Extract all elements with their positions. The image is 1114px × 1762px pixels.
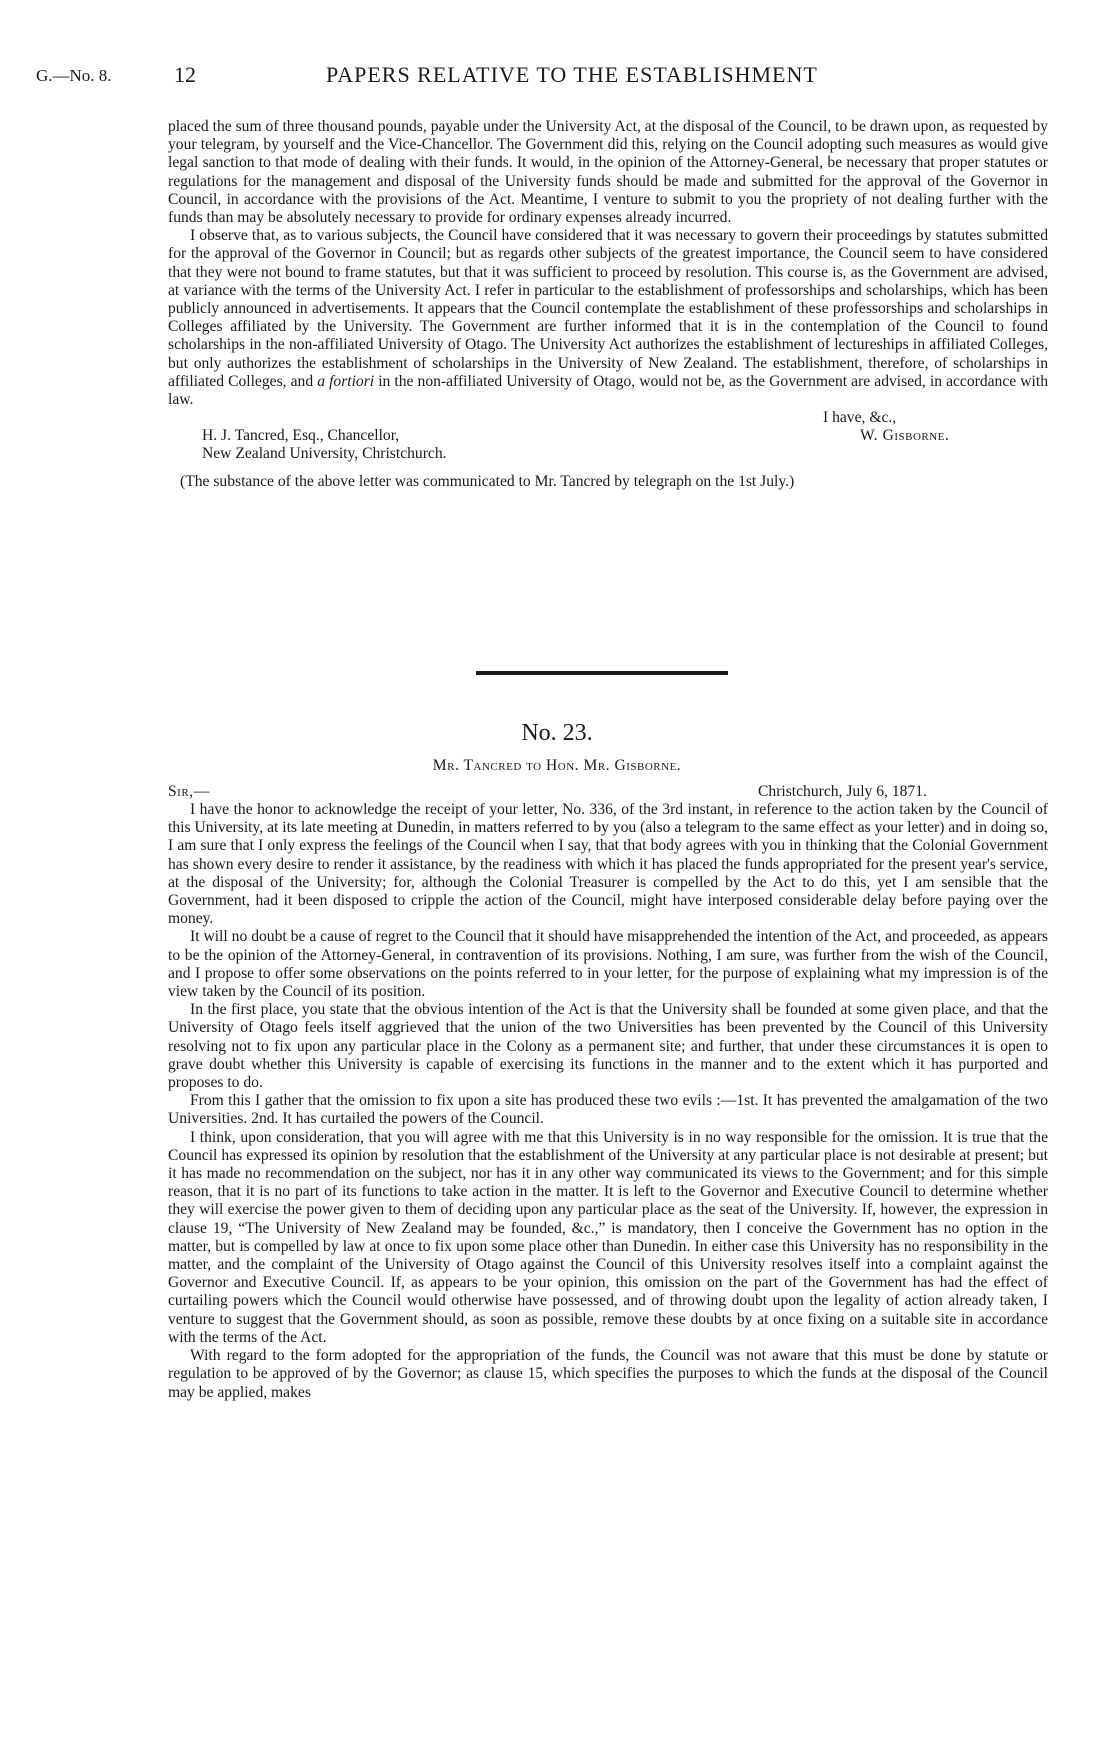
signature: W. Gisborne. <box>860 427 950 445</box>
dateline: Christchurch, July 6, 1871. <box>758 783 927 800</box>
address-row <box>168 445 1048 463</box>
signature-row <box>168 427 1048 445</box>
paragraph: It will no doubt be a cause of regret to the Council that it should have misapprehended the intention of the Act, and proceeded, as appears to be the opinion of the Attorney-General, in contravention of its provisions. Nothing, I am sure, was further from the wish of the Council, and I propose to offer some observations on the points referred to in your letter, for the purpose of explaining what my impression is of the view taken by the Council of its position. <box>168 928 1048 1001</box>
page-header <box>36 62 1086 94</box>
italic-phrase: a fortiori <box>317 372 375 390</box>
paragraph: placed the sum of three thousand pounds, payable under the University Act, at the disposal of the Council, to be drawn upon, as requested by your telegram, by yourself and the Vice-Chancellor. The Government did this, relying on the Council adopting such measures as would give legal sanction to that mode of dealing with their funds. It would, in the opinion of the Attorney-General, be necessary that proper statutes or regulations for the management and disposal of the University funds should be made and submitted for the approval of the Governor in Council, in accordance with the provisions of the Act. Meantime, I venture to submit to you the propriety of not dealing further with the funds than may be absolutely necessary to provide for ordinary expenses already incurred. <box>168 118 1048 227</box>
paragraph: I observe that, as to various subjects, the Council have considered that it was necessary to govern their proceedings by statutes submitted for the approval of the Governor in Council; but as regards other subjects of the greatest importance, the Council seem to have considered that they were not bound to frame statutes, but that it was sufficient to proceed by resolution. This course is, as the Government are advised, at variance with the terms of the University Act. I refer in particular to the establishment of professorships and scholarships, which has been publicly announced in advertisements. It appears that the Council contemplate the establishment of these professorships and scholarships in Colleges affiliated by the University. The Government are further informed that it is in the contemplation of the Council to found scholarships in the non-affiliated University of Otago. The University Act authorizes the establishment of lectureships in affiliated Colleges, but only authorizes the establishment of scholarships in the University of New Zealand. The establishment, therefore, of scholarships in affiliated Colleges, and a fortiori in the non-affiliated University of Otago, would not be, as the Government are advised, in accordance with law. <box>168 227 1048 409</box>
closing-row <box>168 409 1048 427</box>
page-number: 12 <box>174 62 196 87</box>
telegraph-note: (The substance of the above letter was communicated to Mr. Tancred by telegraph on the 1st July.) <box>180 473 795 491</box>
letter-correspondents: Mr. Tancred to Hon. Mr. Gisborne. <box>432 757 682 774</box>
paragraph: With regard to the form adopted for the appropriation of the funds, the Council was not aware that this must be done by statute or regulation to be approved of by the Governor; as clause 15, which specifies the purposes to which the funds at the disposal of the Council may be applied, makes <box>168 1347 1048 1401</box>
running-title: PAPERS RELATIVE TO THE ESTABLISHMENT <box>326 62 818 87</box>
paragraph: In the first place, you state that the obvious intention of the Act is that the University shall be founded at some given place, and that the University of Otago feels itself aggrieved that the union of the two Universities has been prevented by the Council of this University resolving not to fix upon any particular place in the Colony as a permanent site; and further, that under these circumstances it is open to grave doubt whether this University is capable of exercising its functions in the manner and to the extent which it has purported and proposes to do. <box>168 1001 1048 1092</box>
salutation: Sir,— <box>168 783 210 800</box>
address: New Zealand University, Christchurch. <box>202 445 447 463</box>
document-series: G.—No. 8. <box>36 66 112 85</box>
paragraph: From this I gather that the omission to fix upon a site has produced these two evils :—1st. It has prevented the amalgamation of the two Universities. 2nd. It has curtailed the powers of the Council. <box>168 1092 1048 1128</box>
letter-number: No. 23. <box>521 720 593 746</box>
section-divider <box>476 671 728 675</box>
letter-23-body <box>168 801 1048 1402</box>
paragraph: I think, upon consideration, that you will agree with me that this University is in no way responsible for the omission. It is true that the Council has expressed its opinion by resolution that the establishment of the University at any particular place is not desirable at present; but it has made no recommendation on the subject, nor has it in any other way communicated its views to the Government; and for this simple reason, that it is no part of its functions to take action in the matter. It is left to the Governor and Executive Council to determine whether they will exercise the power given to them of deciding upon any particular place as the seat of the University. If, however, the expression in clause 19, “The University of New Zealand may be founded, &c.,” is mandatory, then I conceive the Government has no option in the matter, but is compelled by law at once to fix upon some place other than Dunedin. In either case this University has no responsibility in the matter, and the complaint of the University of Otago against the Council of this University resolves itself into a complaint against the Governor and Executive Council. If, as appears to be your opinion, this omission on the part of the Government has had the effect of curtailing powers which the Council would otherwise have possessed, and of throwing doubt upon the legality of action already taken, I venture to suggest that the Government should, as soon as possible, remove these doubts by at once fixing on a suitable site in accordance with the terms of the Act. <box>168 1128 1048 1346</box>
closing: I have, &c., <box>823 409 897 427</box>
letter-22-body <box>168 118 1048 491</box>
addressee: H. J. Tancred, Esq., Chancellor, <box>202 427 400 445</box>
paragraph: I have the honor to acknowledge the receipt of your letter, No. 336, of the 3rd instant, in reference to the action taken by the Council of this University, at its late meeting at Dunedin, in matters referred to by you (also a telegram to the same effect as your letter) and in doing so, I am sure that I only express the feelings of the Council when I say, that that body agrees with you in thinking that the Colonial Government has shown every desire to render it assistance, by the readiness with which it has placed the funds appropriated for the present year's service, at the disposal of the University; for, although the Colonial Treasurer is compelled by the Act to do this, yet I am sensible that the Government, had it been disposed to cripple the action of the Council, might have interposed considerable delay before paying over the money. <box>168 801 1048 928</box>
